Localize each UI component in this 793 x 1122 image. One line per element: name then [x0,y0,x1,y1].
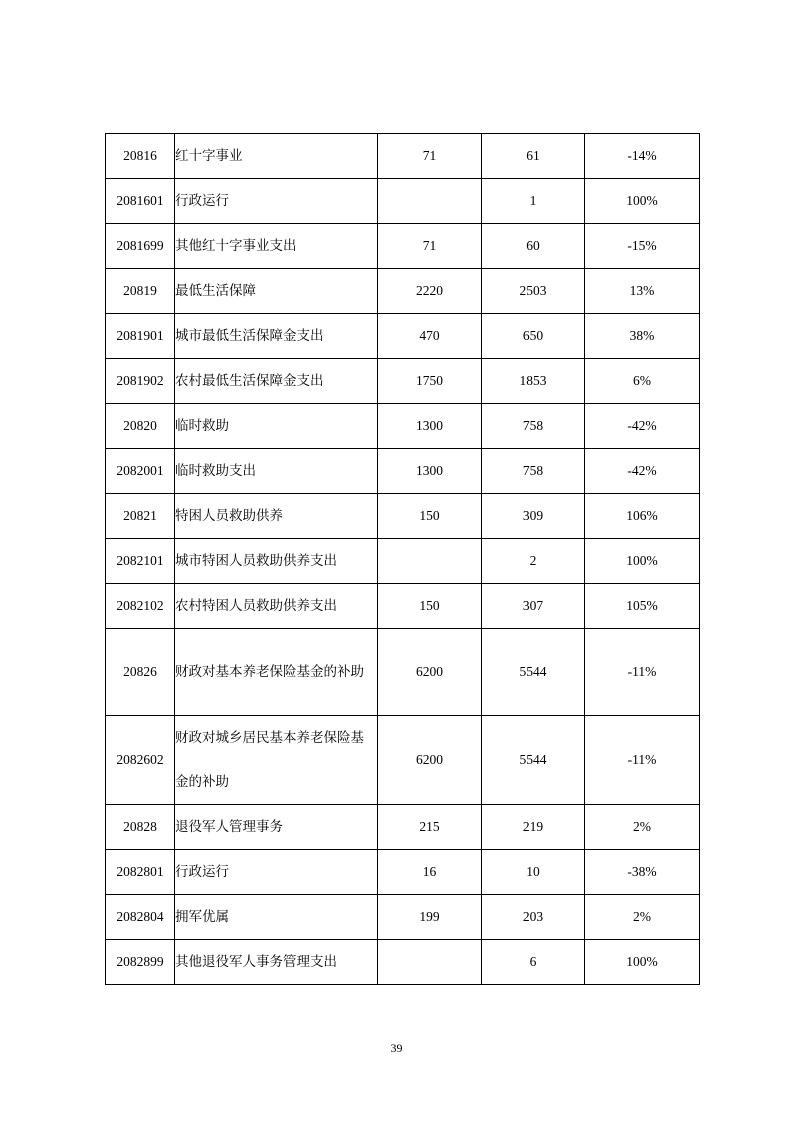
cell-actual: 10 [482,850,585,895]
cell-code: 2081902 [106,359,175,404]
table-row [106,850,700,895]
cell-actual: 1 [482,179,585,224]
cell-name: 农村特困人员救助供养支出 [175,584,378,629]
cell-change: -38% [585,850,700,895]
cell-change: 100% [585,539,700,584]
table-row [106,134,700,179]
table-row [106,269,700,314]
table-row [106,224,700,269]
cell-actual: 60 [482,224,585,269]
cell-code: 2081699 [106,224,175,269]
cell-budget: 1300 [378,404,482,449]
cell-change: 2% [585,805,700,850]
table-row [106,539,700,584]
cell-code: 2082801 [106,850,175,895]
cell-budget: 199 [378,895,482,940]
cell-budget: 1750 [378,359,482,404]
table-row [106,179,700,224]
table-row [106,629,700,716]
cell-change: -42% [585,449,700,494]
cell-name: 特困人员救助供养 [175,494,378,539]
cell-code: 20826 [106,629,175,716]
cell-code: 20828 [106,805,175,850]
table-row [106,584,700,629]
table-body [106,134,700,985]
cell-code: 20820 [106,404,175,449]
cell-change: -42% [585,404,700,449]
cell-actual: 650 [482,314,585,359]
cell-change: -11% [585,629,700,716]
cell-name: 临时救助 [175,404,378,449]
cell-budget [378,539,482,584]
cell-actual: 307 [482,584,585,629]
cell-name: 行政运行 [175,179,378,224]
cell-change: 100% [585,940,700,985]
cell-code: 2082101 [106,539,175,584]
cell-code: 2082804 [106,895,175,940]
cell-name: 农村最低生活保障金支出 [175,359,378,404]
cell-actual: 6 [482,940,585,985]
cell-actual: 5544 [482,716,585,805]
table-row [106,940,700,985]
cell-actual: 758 [482,449,585,494]
table-row [106,404,700,449]
cell-actual: 758 [482,404,585,449]
cell-name: 城市特困人员救助供养支出 [175,539,378,584]
cell-budget: 150 [378,494,482,539]
cell-change: 38% [585,314,700,359]
cell-code: 20821 [106,494,175,539]
cell-change: 6% [585,359,700,404]
cell-code: 2081601 [106,179,175,224]
cell-budget: 71 [378,134,482,179]
cell-name: 其他红十字事业支出 [175,224,378,269]
cell-name: 最低生活保障 [175,269,378,314]
cell-actual: 61 [482,134,585,179]
cell-change: 100% [585,179,700,224]
cell-name: 行政运行 [175,850,378,895]
cell-budget: 2220 [378,269,482,314]
cell-budget: 215 [378,805,482,850]
cell-code: 2082899 [106,940,175,985]
cell-actual: 5544 [482,629,585,716]
cell-actual: 1853 [482,359,585,404]
cell-name: 拥军优属 [175,895,378,940]
cell-name: 财政对城乡居民基本养老保险基金的补助 [175,716,378,805]
cell-budget: 470 [378,314,482,359]
budget-table [105,133,700,985]
table-row [106,359,700,404]
table-row [106,716,700,805]
cell-name: 临时救助支出 [175,449,378,494]
cell-change: -11% [585,716,700,805]
cell-name: 红十字事业 [175,134,378,179]
cell-budget: 71 [378,224,482,269]
cell-change: 106% [585,494,700,539]
page-number: 39 [390,1041,403,1055]
cell-change: 13% [585,269,700,314]
cell-name: 财政对基本养老保险基金的补助 [175,629,378,716]
cell-actual: 219 [482,805,585,850]
cell-budget: 6200 [378,716,482,805]
cell-budget [378,940,482,985]
cell-change: 105% [585,584,700,629]
table-row [106,805,700,850]
cell-actual: 203 [482,895,585,940]
cell-code: 2082602 [106,716,175,805]
cell-actual: 2 [482,539,585,584]
cell-budget: 6200 [378,629,482,716]
cell-code: 2082001 [106,449,175,494]
table-row [106,314,700,359]
cell-name: 其他退役军人事务管理支出 [175,940,378,985]
cell-budget: 1300 [378,449,482,494]
table-row [106,449,700,494]
cell-code: 2081901 [106,314,175,359]
table-row [106,494,700,539]
cell-change: 2% [585,895,700,940]
table-row [106,895,700,940]
cell-budget: 150 [378,584,482,629]
cell-budget: 16 [378,850,482,895]
cell-actual: 309 [482,494,585,539]
cell-name: 退役军人管理事务 [175,805,378,850]
cell-change: -15% [585,224,700,269]
cell-change: -14% [585,134,700,179]
cell-code: 20816 [106,134,175,179]
cell-code: 20819 [106,269,175,314]
cell-budget [378,179,482,224]
cell-code: 2082102 [106,584,175,629]
cell-name: 城市最低生活保障金支出 [175,314,378,359]
cell-actual: 2503 [482,269,585,314]
